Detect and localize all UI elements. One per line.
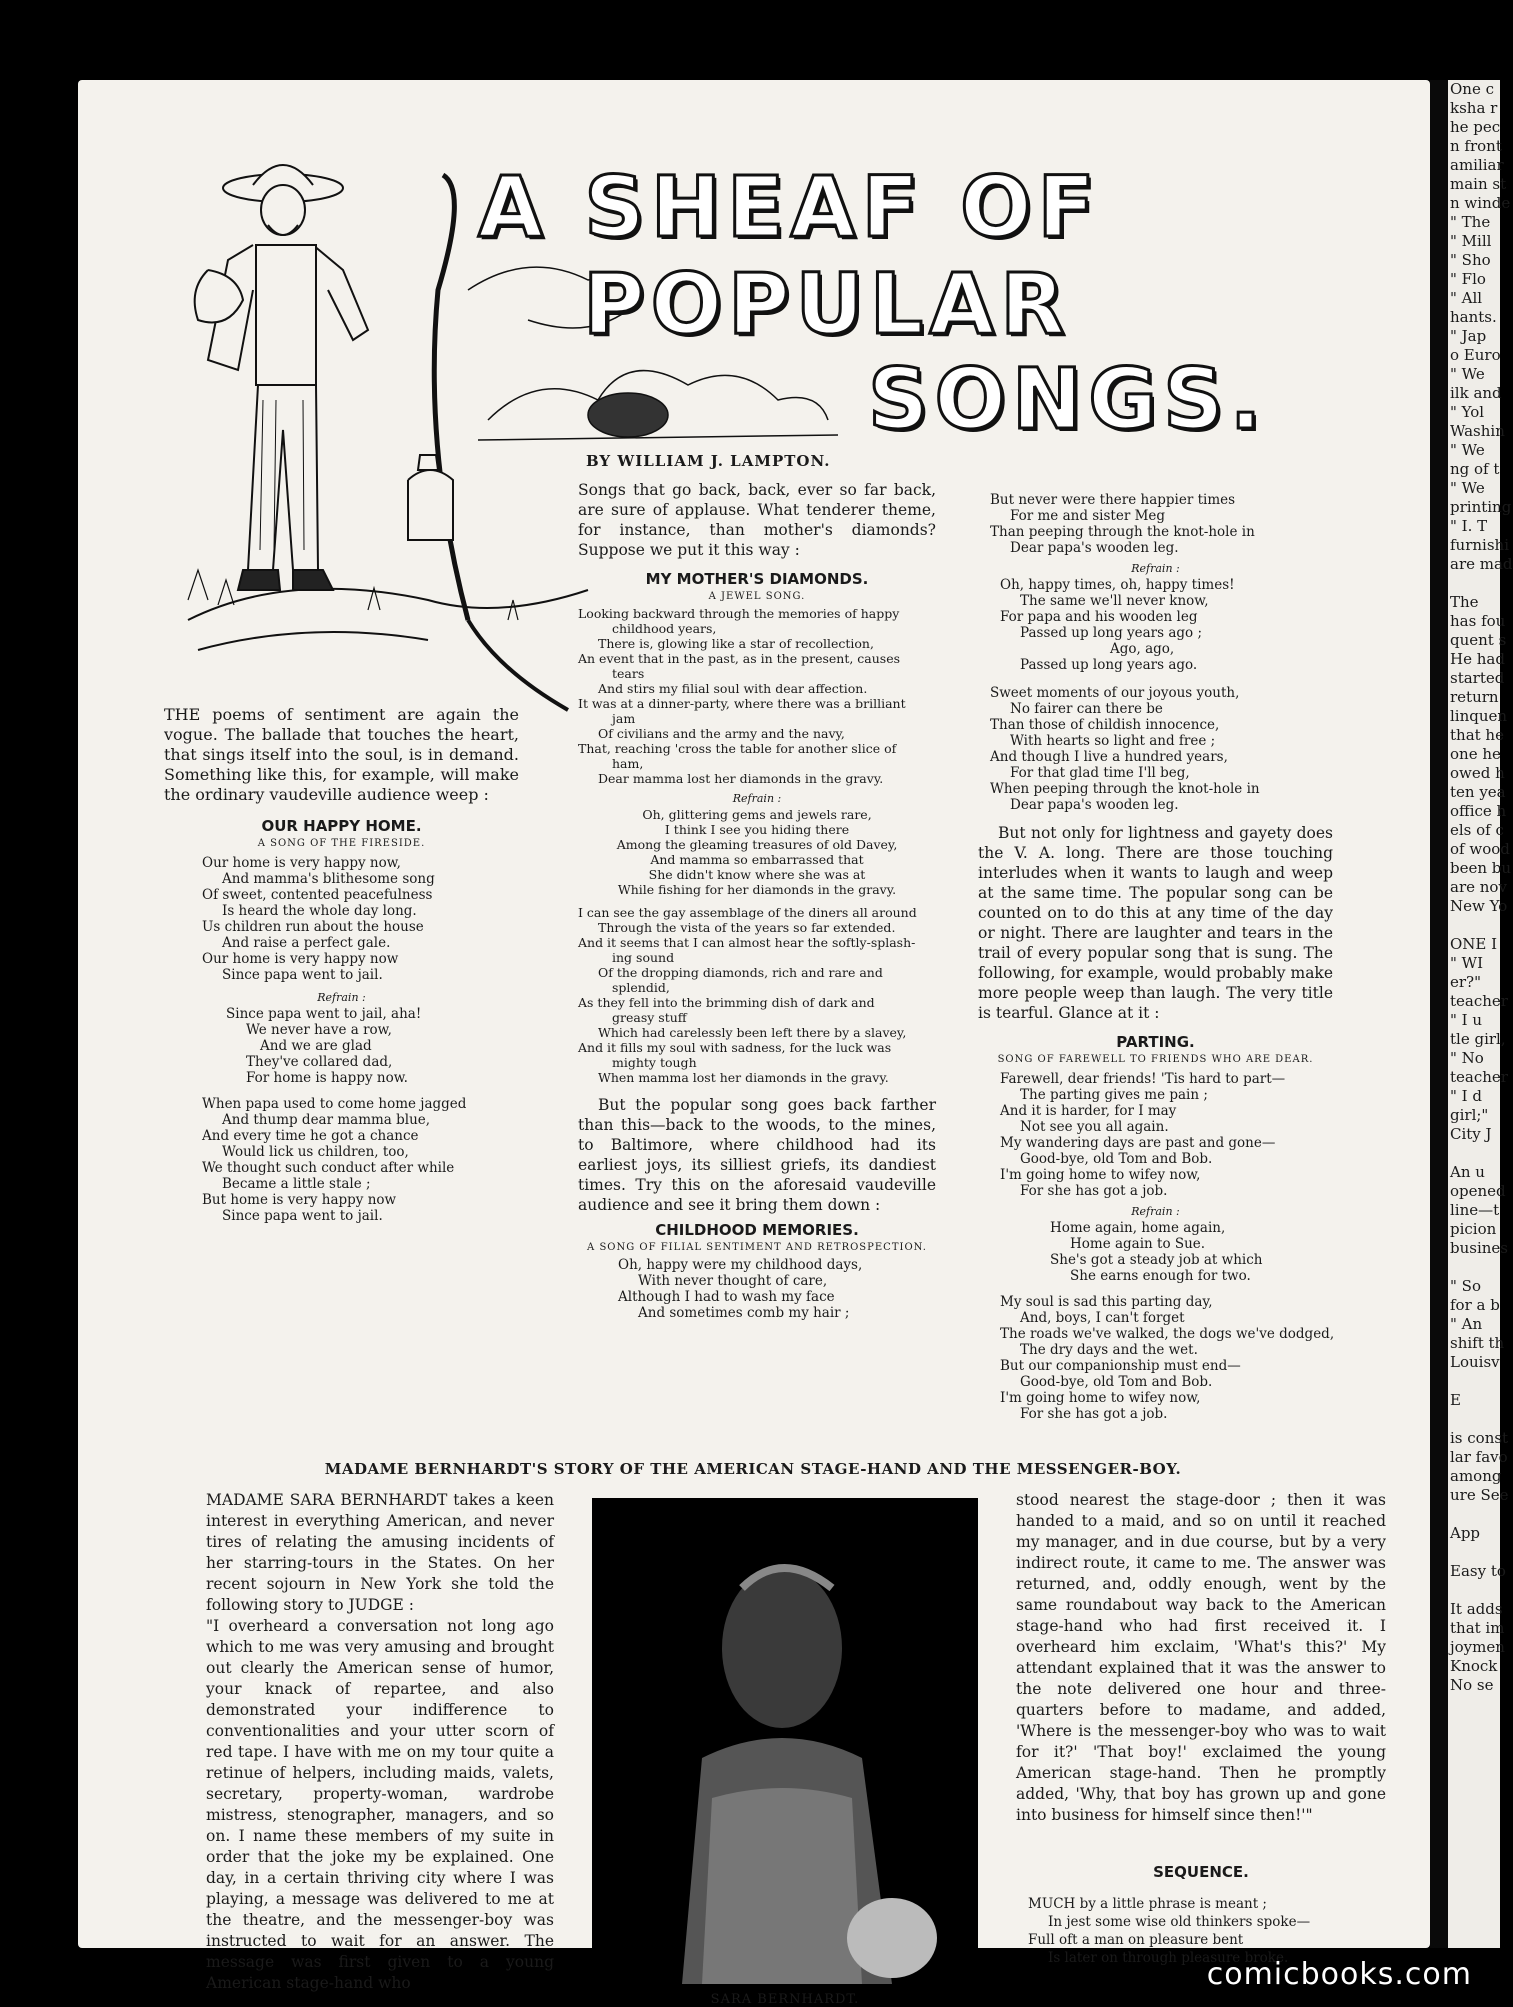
song-title-parting: PARTING. [1116,1033,1195,1051]
title-line-1: A SHEAF OF [478,158,1101,256]
refrain-label: Refrain : [1131,1205,1180,1218]
adjacent-page-text: n front [1450,137,1502,155]
adjacent-page-text: joymen [1450,1638,1505,1656]
story-left-column: MADAME SARA BERNHARDT takes a keen interest in everything American, and never tires of relating the amusing incidents of her starring-tours in the States. On her recent sojourn in New York she told the following story to JUDGE : "I overheard a conversation not long ago which to me was very amusing and brought out clearly the American sense of humor, your knack of repartee, and also demonstrated your indifference to conventionalities and your utter scorn of red tape. I have with me on my tour quite a retinue of helpers, including maids, valets, secretary, property-woman, wardrobe mistress, stenographer, managers, and so on. I name these members of my suite in order that the joke my be explained. One day, in a certain thriving city where I was playing, a message was delivered to me at the theatre, and the messenger-boy was instructed to wait for an answer. The message was first given to a young American stage-hand who [206,1491,554,1992]
adjacent-page-text: " We [1450,441,1485,459]
adjacent-page-text: " I. T [1450,517,1488,535]
adjacent-page-text: among [1450,1467,1502,1485]
adjacent-page-text: He had [1450,650,1505,668]
adjacent-page-text: " Sho [1450,251,1491,269]
adjacent-page-text [1448,1372,1500,1391]
adjacent-page-text: started [1450,669,1505,687]
adjacent-page-text: furnishi [1450,536,1509,554]
adjacent-page-text: " Jap [1450,327,1487,345]
adjacent-page-text: are nov [1450,878,1507,896]
adjacent-page-text: linquen [1450,707,1508,725]
intro-paragraph: Songs that go back, back, ever so far back, are sure of applause. What tenderer theme, for instance, than mother's diamonds? Suppose we put it this way : [578,481,936,559]
verse: Our home is very happy now, And mamma's blithesome song Of sweet, contented peacefulness Is heard the whole day long. Us children run about the house And raise a perfect gale. Our home is very happy now Since papa went to jail. [202,855,435,983]
adjacent-page-text [1448,1581,1500,1600]
adjacent-page-text: office h [1450,802,1507,820]
adjacent-page-text: Easy to [1450,1562,1506,1580]
paragraph: But the popular song goes back farther than this—back to the woods, to the mines, to Baltimore, where childhood had its earliest joys, its silliest griefs, its dandiest times. Try this on the aforesaid vaudeville audience and see it bring them down : [578,1096,936,1214]
adjacent-page-text: quent s [1450,631,1507,649]
sequence-poem: MUCH by a little phrase is meant ; In jest some wise old thinkers spoke— Full oft a man on pleasure bent Is later on through pleasure broke. [1028,1896,1311,1966]
column-1 [164,705,519,1224]
refrain-label: Refrain : [1131,562,1180,575]
adjacent-page-text [1448,1258,1500,1277]
adjacent-page-text: " The [1450,213,1491,231]
adjacent-page-text: " I d [1450,1087,1482,1105]
adjacent-page-text: tle girl, [1450,1030,1506,1048]
adjacent-page-text: amiliar [1450,156,1504,174]
verse: I can see the gay assemblage of the diners all around Through the vista of the years so far extended. And it seems that I can almost hear the softly-splash- ing sound Of the dropping diamonds, rich and rare and splendid, As they fell into the brimming dish of dark and greasy stuff Which had carelessly been left there by a slavey, And it fills my soul with sadness, for the luck was mighty tough When mamma lost her diamonds in the gravy. [578,905,917,1085]
adjacent-page-text: " All [1450,289,1483,307]
refrain: Oh, glittering gems and jewels rare, I think I see you hiding there Among the gleaming treasures of old Davey, And mamma so embarrassed that She didn't know where she was at While fishing for her diamonds in the gravy. [616,807,898,897]
column-2 [578,480,936,1321]
byline: BY WILLIAM J. LAMPTON. [586,452,831,470]
adjacent-page-text: he pec [1450,118,1501,136]
adjacent-page-text: one he [1450,745,1501,763]
adjacent-page-text [1448,574,1500,593]
adjacent-page-text: Louisv [1450,1353,1500,1371]
adjacent-page-text: " We [1450,479,1485,497]
refrain: Oh, happy times, oh, happy times! The same we'll never know, For papa and his wooden leg Passed up long years ago ; Ago, ago, Passed up long years ago. [1000,577,1235,673]
adjacent-page-text: ure See [1450,1486,1509,1504]
adjacent-page-text: " I u [1450,1011,1483,1029]
verse: Farewell, dear friends! 'Tis hard to part— The parting gives me pain ; And it is harder, for I may Not see you all again. My wandering days are past and gone— Good-bye, old Tom and Bob. I'm going home to wifey now, For she has got a job. [1000,1071,1286,1199]
verse: Sweet moments of our joyous youth, No fairer can there be Than those of childish innocence, With hearts so light and free ; And though I live a hundred years, For that glad time I'll beg, When peeping through the knot-hole in Dear papa's wooden leg. [990,685,1260,813]
refrain: Since papa went to jail, aha! We never have a row, And we are glad They've collared dad, For home is happy now. [226,1006,422,1086]
adjacent-page-text: ilk and [1450,384,1502,402]
adjacent-page-text: One c [1450,80,1495,98]
adjacent-page-text: lar favo [1450,1448,1508,1466]
adjacent-page-text: is const [1450,1429,1509,1447]
adjacent-page-text: " Mill [1450,232,1492,250]
photo-caption: SARA BERNHARDT. [710,1992,860,2007]
adjacent-page-text: opened [1450,1182,1506,1200]
title-line-2: POPULAR [583,255,1071,353]
verse: Oh, happy were my childhood days, With never thought of care, Although I had to wash my face And sometimes comb my hair ; [618,1257,863,1321]
adjacent-page-text: ONE I [1450,935,1498,953]
adjacent-page-text: An u [1450,1163,1485,1181]
adjacent-page-text: It adds [1450,1600,1503,1618]
adjacent-page-text: that im [1450,1619,1505,1637]
bernhardt-photo [592,1498,978,1984]
adjacent-page-text [1448,916,1500,935]
adjacent-page-text: hants. [1450,308,1497,326]
adjacent-page-text: that he [1450,726,1504,744]
adjacent-page-fragment [1448,80,1513,1948]
intro-paragraph: THE poems of sentiment are again the vogue. The ballade that touches the heart, that sings itself into the soul, is in demand. Something like this, for example, will make the ordinary vaudeville audience weep : [164,705,519,804]
refrain-label: Refrain : [732,792,782,805]
adjacent-page-text: " An [1450,1315,1483,1333]
adjacent-page-text: " Yol [1450,403,1485,421]
story-heading: MADAME BERNHARDT'S STORY OF THE AMERICAN STAGE-HAND AND THE MESSENGER-BOY. [324,1460,1182,1478]
adjacent-page-text: ten yea [1450,783,1506,801]
song-title-my-mothers-diamonds: MY MOTHER'S DIAMONDS. [645,570,869,588]
sequence-title: SEQUENCE. [1153,1863,1249,1881]
adjacent-page-text: E [1450,1391,1461,1409]
song-subtitle: A JEWEL SONG. [708,591,806,602]
adjacent-page-text: " So [1450,1277,1481,1295]
song-subtitle: SONG OF FAREWELL TO FRIENDS WHO ARE DEAR. [997,1054,1314,1065]
adjacent-page-text [1448,1410,1500,1429]
adjacent-page-text: o Euro [1450,346,1501,364]
adjacent-page-text: City J [1450,1125,1492,1143]
adjacent-page-text: teacher [1450,992,1508,1010]
song-title-childhood-memories: CHILDHOOD MEMORIES. [655,1221,859,1239]
adjacent-page-text: ksha r [1450,99,1498,117]
adjacent-page-text: n winde [1450,194,1511,212]
adjacent-page-text: return [1450,688,1499,706]
adjacent-page-text: picion [1450,1220,1497,1238]
adjacent-page-text: er?" [1450,973,1481,991]
adjacent-page-text: App [1450,1524,1481,1542]
adjacent-page-text: of wood [1450,840,1510,858]
verse: But never were there happier times For me and sister Meg Than peeping through the knot-hole in Dear papa's wooden leg. [990,492,1255,556]
adjacent-page-text: been bu [1450,859,1512,877]
adjacent-page-text: shift th [1450,1334,1505,1352]
adjacent-page-text: els of c [1450,821,1504,839]
adjacent-page-text: teacher [1450,1068,1508,1086]
adjacent-page-text: girl;" [1450,1106,1489,1124]
adjacent-page-text [1448,1144,1500,1163]
adjacent-page-text: busines [1450,1239,1508,1257]
adjacent-page-text: The [1450,593,1479,611]
song-subtitle: A SONG OF THE FIRESIDE. [257,838,426,849]
verse: My soul is sad this parting day, And, boys, I can't forget The roads we've walked, the dogs we've dodged, The dry days and the wet. But our companionship must end— Good-bye, old Tom and Bob. I'm going home to wifey now, For she has got a job. [1000,1294,1335,1422]
adjacent-page-text: " Flo [1450,270,1486,288]
watermark: comicbooks.com [1206,1957,1472,1992]
adjacent-page-text: " We [1450,365,1485,383]
adjacent-page-text: line—t [1450,1201,1500,1219]
column-3 [978,492,1333,1422]
song-subtitle: A SONG OF FILIAL SENTIMENT AND RETROSPECTION. [587,1242,927,1253]
adjacent-page-text [1448,1543,1500,1562]
refrain-label: Refrain : [317,991,366,1004]
verse: Looking backward through the memories of happy childhood years, There is, glowing like a star of recollection, An event that in the past, as in the present, causes tears And stirs my filial soul with dear affection. It was at a dinner-party, where there was a brilliant jam Of civilians and the army and the navy, That, reaching 'cross the table for another slice of ham, Dear mamma lost her diamonds in the gravy. [578,606,906,786]
adjacent-page-text: main st [1450,175,1507,193]
title-line-3: SONGS. [868,350,1268,448]
story-right-column: stood nearest the stage-door ; then it was handed to a maid, and so on until it reached my manager, and in due course, but by a very indirect route, it came to me. The answer was returned, and, oddly enough, went by the same roundabout way back to the American stage-hand who had first received it. I overheard him exclaim, 'What's this?' My attendant explained that it was the answer to the note delivered one hour and three-quarters before to madame, and added, 'Where is the messenger-boy who was to wait for it?' 'That boy!' exclaimed the young American stage-hand. Then he promptly added, 'Why, that boy has grown up and gone into business for himself since then!'" [1016,1491,1386,1824]
adjacent-page-text: No se [1450,1676,1494,1694]
adjacent-page-text: Washin [1450,422,1505,440]
verse: When papa used to come home jagged And thump dear mamma blue, And every time he got a chance Would lick us children, too, We thought such conduct after while Became a little stale ; But home is very happy now Since papa went to jail. [202,1096,467,1224]
adjacent-page-text: Knock [1450,1657,1498,1675]
adjacent-page-text: has fou [1450,612,1506,630]
paragraph: But not only for lightness and gayety does the V. A. long. There are those touching interludes when it wants to laugh and weep at the same time. The popular song can be counted on to do this at any time of the day or night. There are laughter and tears in the trail of every popular song that is sung. The following, for example, would probably make more people weep than laugh. The very title is tearful. Glance at it : [978,824,1333,1022]
adjacent-page-text: are mad [1450,555,1513,573]
adjacent-page-text [1448,1505,1500,1524]
song-title-our-happy-home: OUR HAPPY HOME. [261,817,422,835]
adjacent-page-text: " No [1450,1049,1484,1067]
adjacent-page-text: for a b [1450,1296,1500,1314]
adjacent-page-text: owed h [1450,764,1505,782]
adjacent-page-text: printing [1450,498,1512,516]
adjacent-page-text: New Yo [1450,897,1508,915]
adjacent-page-text: ng of t [1450,460,1500,478]
refrain: Home again, home again, Home again to Sue. She's got a steady job at which She earns enough for two. [1050,1220,1263,1284]
adjacent-page-text: " WI [1450,954,1484,972]
